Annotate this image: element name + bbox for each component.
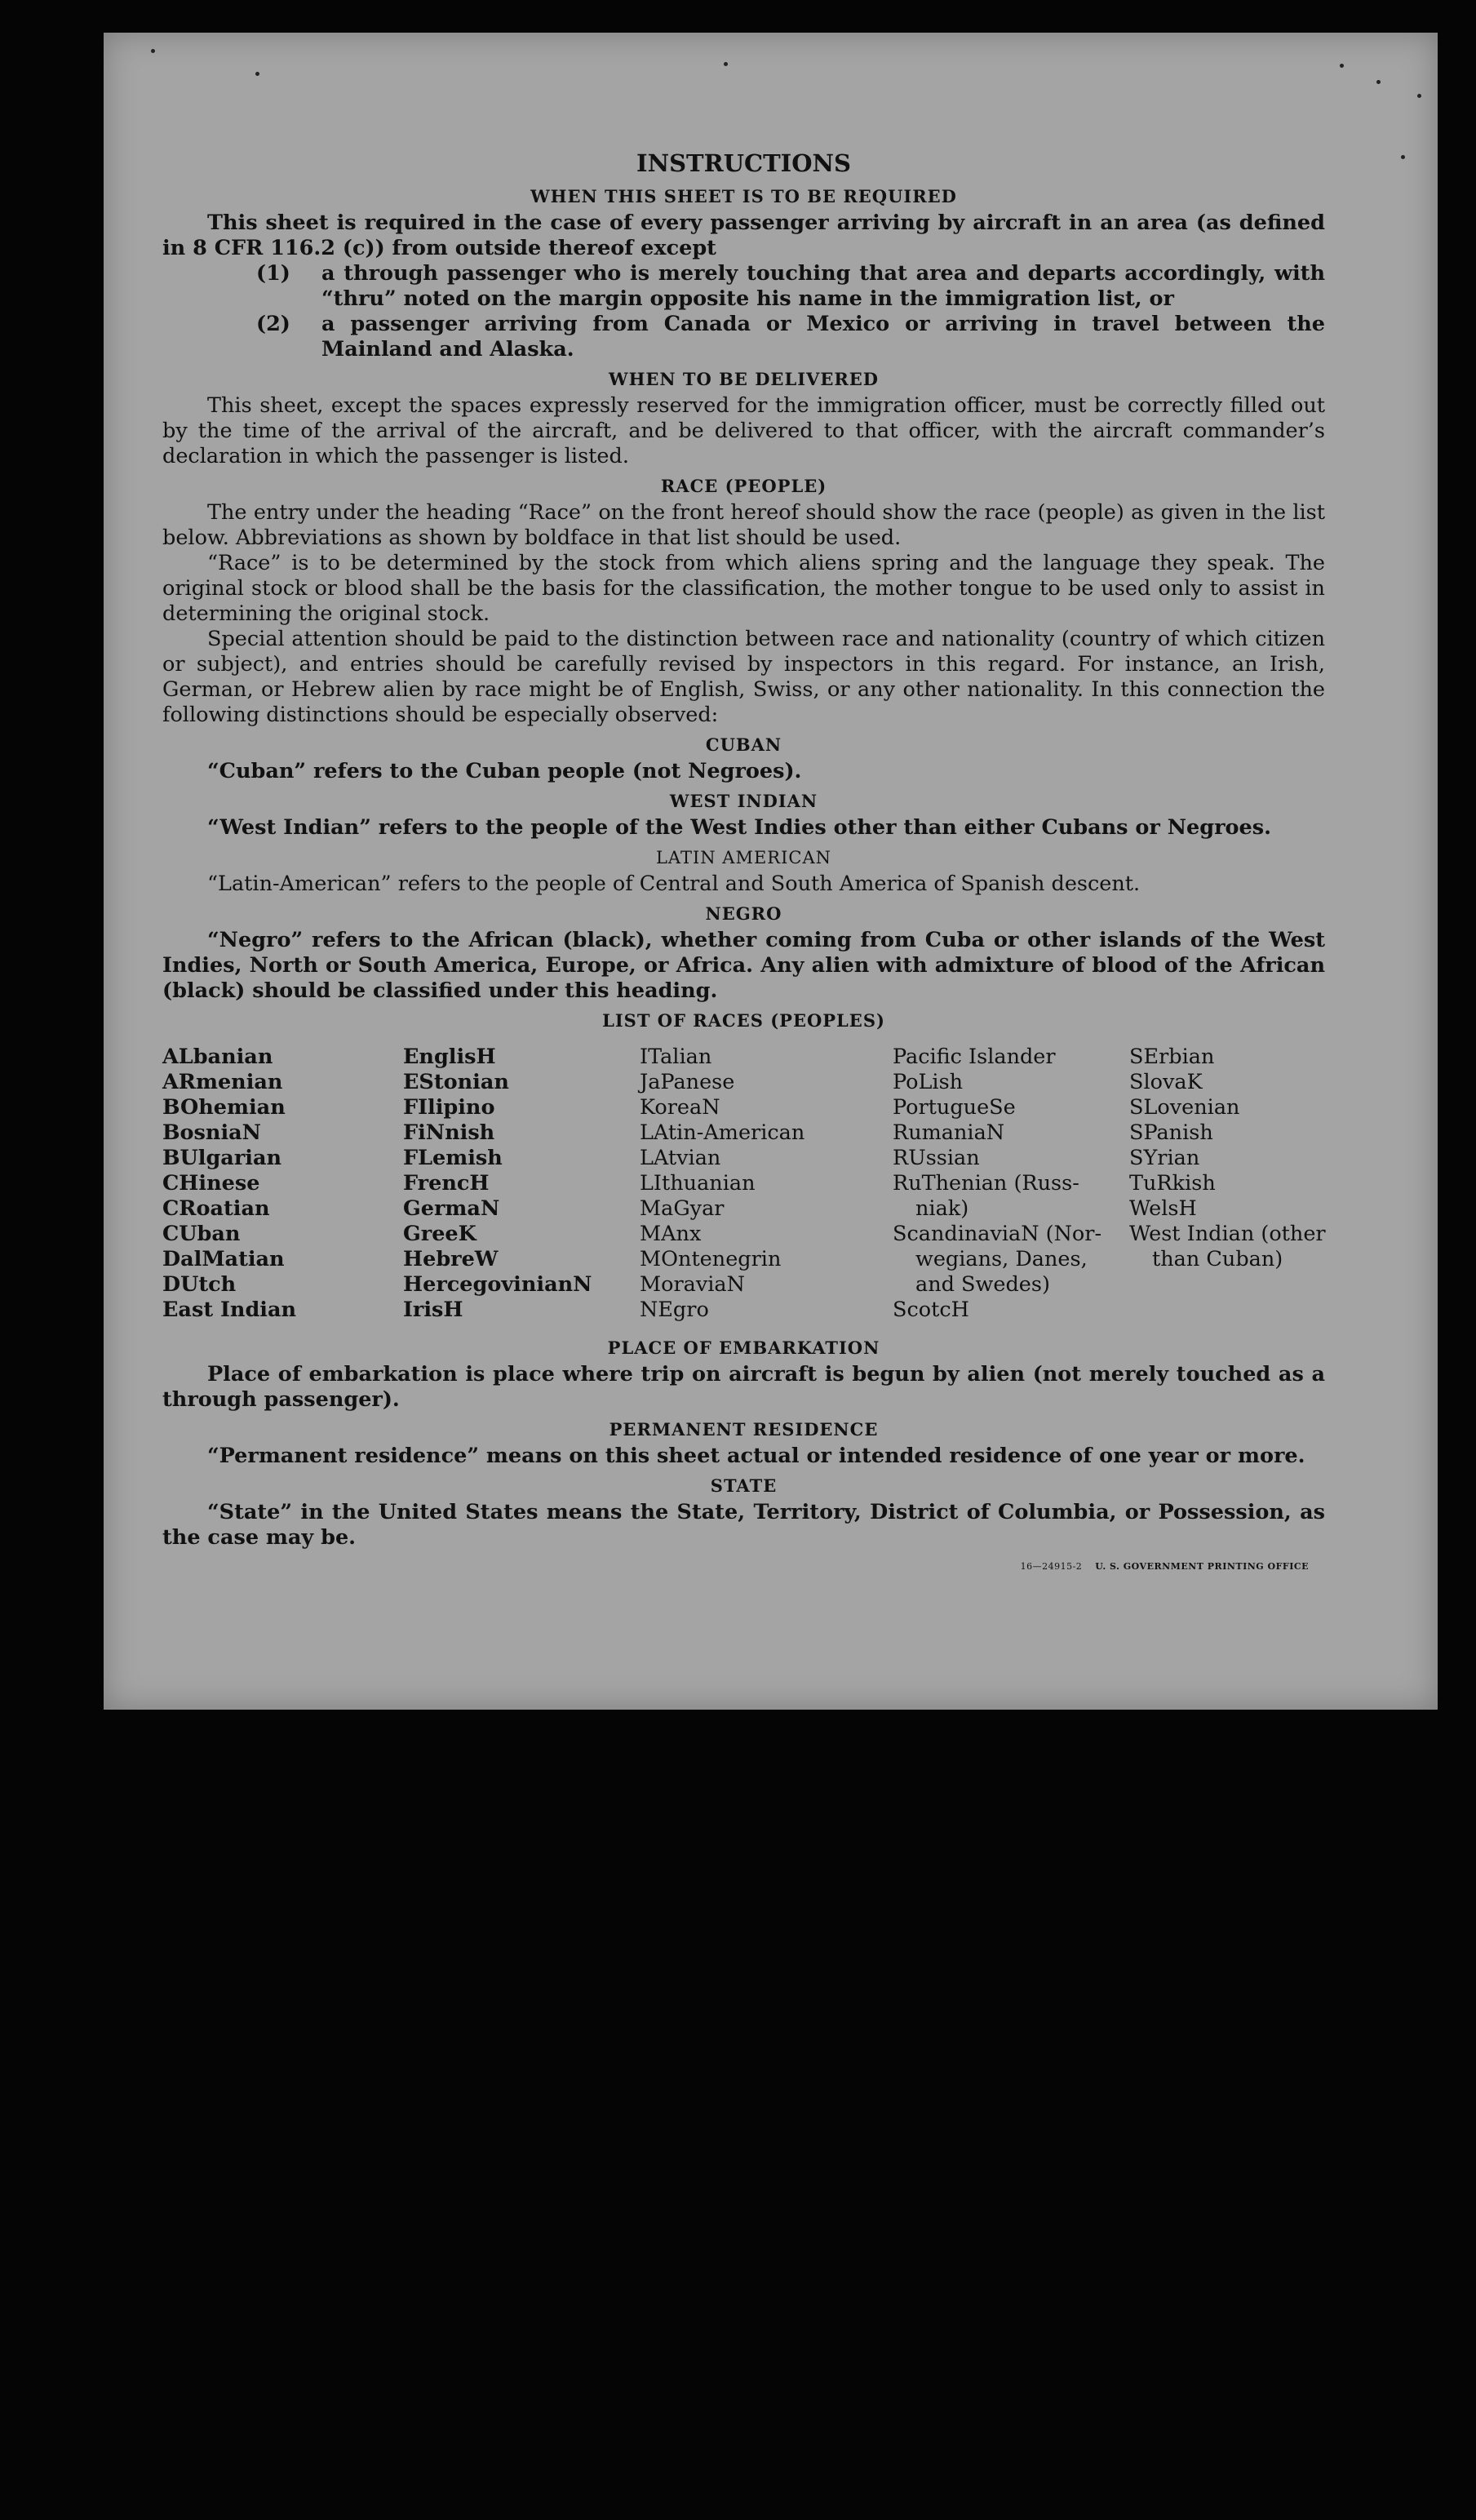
race-entry: HebreW (403, 1247, 499, 1271)
race-entry: RumaniaN (893, 1120, 1005, 1145)
scan-speck (255, 72, 259, 76)
embarkation-text: Place of embarkation is place where trip on aircraft is begun by alien (not merely touched as a through passenger). (162, 1362, 1325, 1412)
race-entry: HercegovinianN (403, 1272, 592, 1297)
race-entry: ScandinaviaN (Nor- (893, 1222, 1102, 1246)
race-entry: PortugueSe (893, 1095, 1016, 1120)
scan-speck (724, 62, 728, 66)
race-entry: WelsH (1129, 1196, 1197, 1221)
section-heading-race: RACE (PEOPLE) (660, 476, 827, 496)
race-entry: FiNnish (403, 1120, 495, 1145)
state-text: “State” in the United States means the State, Territory, District of Columbia, or Possession, as the case may be. (162, 1500, 1325, 1550)
form-footer (1021, 1554, 1309, 1579)
race-entry: ALbanian (162, 1045, 273, 1069)
race-entry: ITalian (640, 1045, 712, 1069)
race-entry: RuThenian (Russ- (893, 1171, 1079, 1196)
races-column (1129, 1045, 1325, 1323)
races-table (162, 1045, 1325, 1323)
race-entry: FIlipino (403, 1095, 495, 1120)
race-entry: ARmenian (162, 1070, 283, 1094)
list-item-text: a through passenger who is merely touching that area and departs accordingly, with “thru” noted on the margin opposite his name in the immigration list, or (321, 261, 1325, 311)
list-item-text: a passenger arriving from Canada or Mexico or arriving in travel between the Mainland and Alaska. (321, 312, 1325, 362)
required-intro: This sheet is required in the case of every passenger arriving by aircraft in an area (as defined in 8 CFR 116.2 (c)) from outside thereof except (162, 211, 1325, 260)
list-item-number: (1) (256, 261, 290, 286)
races-column (640, 1045, 893, 1323)
list-item (256, 312, 1325, 362)
race-entry: FrencH (403, 1171, 490, 1196)
page-title: INSTRUCTIONS (636, 149, 851, 177)
list-item-number: (2) (256, 312, 290, 336)
scan-speck (1417, 94, 1421, 98)
race-entry: and Swedes) (915, 1272, 1050, 1297)
race-entry: SYrian (1129, 1146, 1200, 1170)
section-heading-embarkation: PLACE OF EMBARKATION (607, 1338, 880, 1358)
section-heading-residence: PERMANENT RESIDENCE (609, 1419, 879, 1440)
races-column (893, 1045, 1129, 1323)
race-entry: SlovaK (1129, 1070, 1203, 1094)
race-entry: MaGyar (640, 1196, 725, 1221)
west-indian-text: “West Indian” refers to the people of the West Indies other than either Cubans or Negroes. (207, 815, 1271, 840)
race-entry: ScotcH (893, 1298, 969, 1322)
list-item (256, 261, 1325, 312)
section-heading-cuban: CUBAN (705, 734, 782, 755)
race-entry: East Indian (162, 1298, 297, 1322)
race-entry: SPanish (1129, 1120, 1213, 1145)
race-entry: LIthuanian (640, 1171, 756, 1196)
scan-speck (1401, 155, 1405, 159)
race-entry: CUban (162, 1222, 241, 1246)
race-entry: BosniaN (162, 1120, 261, 1145)
race-entry: CRoatian (162, 1196, 270, 1221)
race-entry: MOntenegrin (640, 1247, 782, 1271)
latin-american-text: “Latin-American” refers to the people of Central and South America of Spanish descent. (207, 872, 1141, 896)
section-heading-negro: NEGRO (705, 903, 782, 924)
race-entry: TuRkish (1129, 1171, 1216, 1196)
race-entry: CHinese (162, 1171, 260, 1196)
race-entry: MoraviaN (640, 1272, 745, 1297)
form-number: 16—24915-2 (1020, 1561, 1083, 1572)
race-entry: NEgro (640, 1298, 709, 1322)
race-entry: LAtvian (640, 1146, 721, 1170)
negro-text: “Negro” refers to the African (black), whether coming from Cuba or other islands of the West Indies, North or South America, Europe, or Africa. Any alien with admixture of blood of the African (black) should be classified under this heading. (162, 928, 1325, 1003)
scan-speck (1340, 64, 1344, 68)
residence-text: “Permanent residence” means on this sheet actual or intended residence of one year or more. (207, 1444, 1305, 1468)
instructions-content (162, 147, 1325, 1579)
scan-speck (151, 49, 155, 53)
race-entry: JaPanese (640, 1070, 735, 1094)
race-entry: RUssian (893, 1146, 980, 1170)
race-paragraph-3: Special attention should be paid to the distinction between race and nationality (country of which citizen or subject), and entries should be carefully revised by inspectors in this regard. For instance, an Irish, German, or Hebrew alien by race might be of English, Swiss, or any other nationality. In this connection the following distinctions should be especially observed: (162, 627, 1325, 727)
section-heading-west-indian: WEST INDIAN (669, 791, 818, 811)
race-entry: than Cuban) (1152, 1247, 1283, 1271)
race-entry: IrisH (403, 1298, 463, 1322)
race-entry: SLovenian (1129, 1095, 1240, 1120)
race-entry: BOhemian (162, 1095, 286, 1120)
section-heading-state: STATE (710, 1475, 778, 1496)
race-entry: PoLish (893, 1070, 964, 1094)
races-column (403, 1045, 640, 1323)
scan-speck (1376, 80, 1381, 84)
race-entry: LAtin-American (640, 1120, 805, 1145)
footer (162, 1551, 1325, 1579)
race-entry: DUtch (162, 1272, 237, 1297)
document-sheet (104, 33, 1438, 1710)
printer-label: U. S. GOVERNMENT PRINTING OFFICE (1095, 1561, 1309, 1572)
race-paragraph-1: The entry under the heading “Race” on the front hereof should show the race (people) as given in the list below. Abbreviations as shown by boldface in that list should be used. (162, 500, 1325, 550)
race-entry: GermaN (403, 1196, 500, 1221)
race-entry: wegians, Danes, (915, 1247, 1088, 1271)
race-entry: DalMatian (162, 1247, 285, 1271)
section-heading-delivered: WHEN TO BE DELIVERED (608, 369, 879, 389)
section-heading-races-list: LIST OF RACES (PEOPLES) (602, 1010, 885, 1031)
race-entry: niak) (915, 1196, 969, 1221)
delivered-text: This sheet, except the spaces expressly reserved for the immigration officer, must be correctly filled out by the time of the arrival of the aircraft, and be delivered to that officer, with the aircraft commander’s declaration in which the passenger is listed. (162, 393, 1325, 468)
cuban-text: “Cuban” refers to the Cuban people (not Negroes). (207, 759, 802, 783)
section-heading-latin-american: LATIN AMERICAN (655, 848, 832, 867)
races-column (162, 1045, 403, 1323)
race-paragraph-2: “Race” is to be determined by the stock from which aliens spring and the language they speak. The original stock or blood shall be the basis for the classification, the mother tongue to be used only to assist in determining the original stock. (162, 551, 1325, 626)
race-entry: Pacific Islander (893, 1045, 1056, 1069)
race-entry: EStonian (403, 1070, 509, 1094)
race-entry: West Indian (other (1129, 1222, 1326, 1246)
race-entry: SErbian (1129, 1045, 1215, 1069)
race-entry: BUlgarian (162, 1146, 282, 1170)
race-entry: MAnx (640, 1222, 702, 1246)
race-entry: EnglisH (403, 1045, 496, 1069)
section-heading-required: WHEN THIS SHEET IS TO BE REQUIRED (530, 186, 957, 206)
race-entry: KoreaN (640, 1095, 720, 1120)
race-entry: FLemish (403, 1146, 503, 1170)
race-entry: GreeK (403, 1222, 476, 1246)
